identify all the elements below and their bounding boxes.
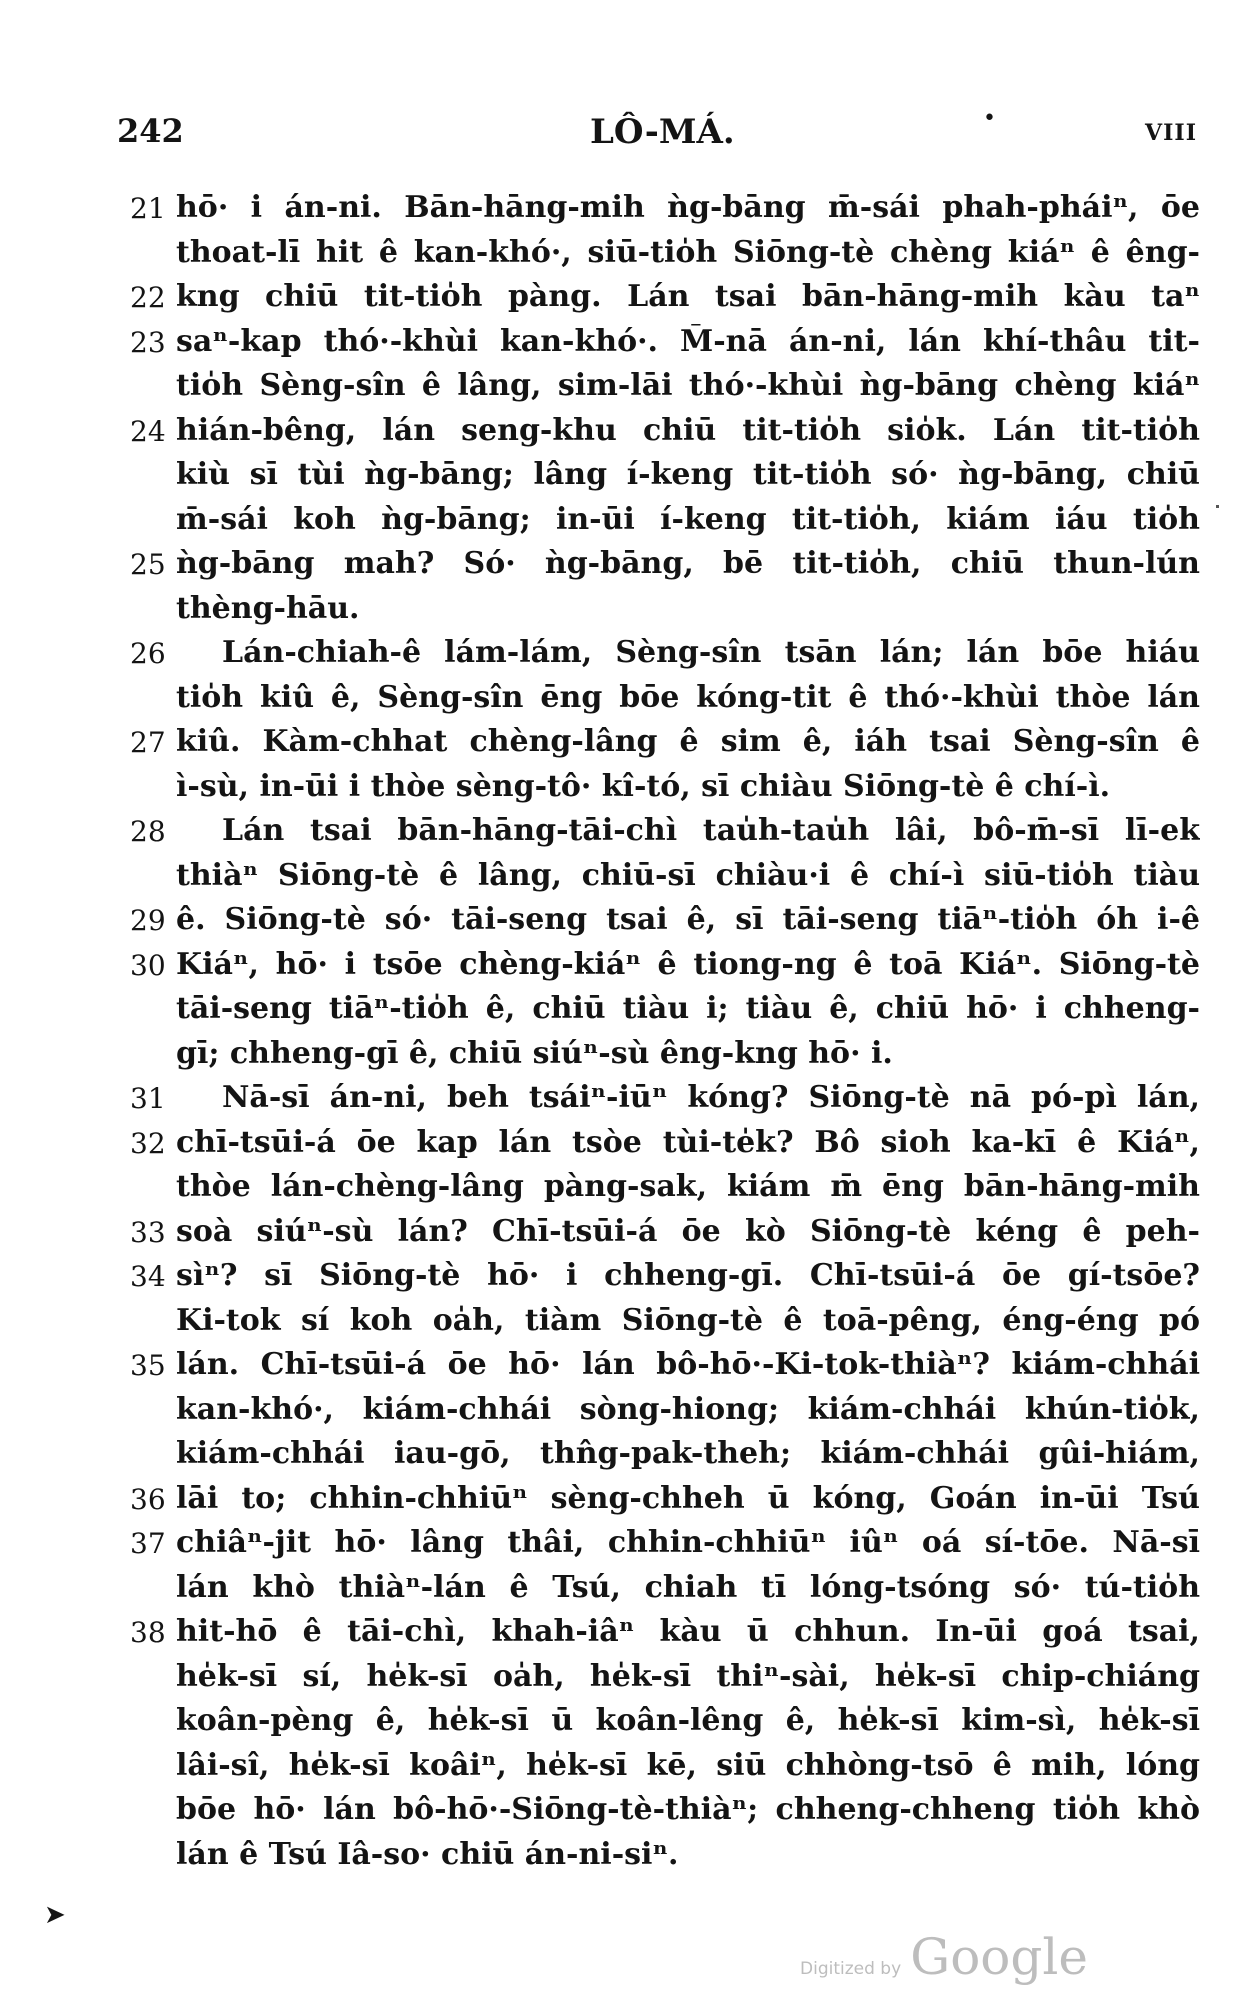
text-line — [0, 722, 1249, 767]
text-line — [0, 1034, 1249, 1079]
text-line — [0, 1301, 1249, 1346]
line-text: kan-khó·, kiám-chhái sòng-hiong; kiám-chhái khún-tio̍k, — [176, 1391, 1200, 1427]
line-text: chī-tsūi-á ōe kap lán tsòe tùi-te̍k? Bô sioh ka-kī ê Kiáⁿ, — [176, 1124, 1200, 1160]
text-line — [0, 1657, 1249, 1702]
verse-number: 25 — [130, 548, 166, 581]
text-line — [0, 1612, 1249, 1657]
line-text: ǹg-bāng mah? Só· ǹg-bāng, bē tit-tio̍h, chiū thun-lún — [176, 546, 1200, 581]
verse-number: 29 — [130, 904, 166, 937]
line-text: m̄-sái koh ǹg-bāng; in-ūi í-keng tit-tio̍h, kiám iáu tio̍h — [176, 501, 1200, 537]
line-text: hō· i án-ni. Bān-hāng-mih ǹg-bāng m̄-sái phah-pháiⁿ, ōe — [176, 190, 1200, 225]
line-text: tāi-seng tiāⁿ-tio̍h ê, chiū tiàu i; tiàu ê, chiū hō· i chheng- — [176, 991, 1200, 1026]
page-number: 242 — [117, 112, 184, 150]
google-logo: Google — [910, 1928, 1088, 1986]
line-text: koân-pèng ê, he̍k-sī ū koân-lêng ê, he̍k-sī kim-sì, he̍k-sī — [176, 1703, 1200, 1738]
text-line — [0, 1746, 1249, 1791]
verse-number: 23 — [130, 325, 166, 359]
text-line — [0, 989, 1249, 1034]
verse-number: 27 — [130, 726, 166, 759]
line-text: lâi-sî, he̍k-sī koâiⁿ, he̍k-sī kē, siū chhòng-tsō ê mih, lóng — [176, 1747, 1200, 1783]
line-text: lán khò thiàⁿ-lán ê Tsú, chiah tī lóng-tsóng só· tú-tio̍h — [176, 1569, 1200, 1605]
line-text: gī; chheng-gī ê, chiū siúⁿ-sù êng-kng hō· i. — [176, 1035, 893, 1071]
text-line — [0, 1479, 1249, 1524]
line-text: Lán-chiah-ê lám-lám, Sèng-sîn tsān lán; lán bōe hiáu — [222, 635, 1200, 670]
line-text: tio̍h Sèng-sîn ê lâng, sim-lāi thó·-khùi ǹg-bāng chèng kiáⁿ — [176, 368, 1200, 403]
line-text: saⁿ-kap thó·-khùi kan-khó·. M̄-nā án-ni, lán khí-thâu tit- — [176, 323, 1200, 359]
line-text: bōe hō· lán bô-hō·-Siōng-tè-thiàⁿ; chheng-chheng tio̍h khò — [176, 1792, 1200, 1827]
text-line — [0, 1390, 1249, 1435]
line-text: Lán tsai bān-hāng-tāi-chì tau̍h-tau̍h lâi, bô-m̄-sī lī-ek — [222, 813, 1200, 848]
line-text: kng chiū tit-tio̍h pàng. Lán tsai bān-hāng-mih kàu taⁿ — [176, 279, 1200, 314]
verse-number: 37 — [130, 1527, 166, 1560]
verse-number: 22 — [130, 281, 166, 314]
verse-number: 21 — [130, 192, 166, 225]
text-line — [0, 1167, 1249, 1212]
running-title: LÔ-MÁ. — [590, 112, 735, 152]
line-text: thoat-lī hit ê kan-khó·, siū-tio̍h Siōng-tè chèng kiáⁿ ê êng- — [176, 234, 1200, 270]
line-text: sìⁿ? sī Siōng-tè hō· i chheng-gī. Chī-tsūi-á ōe gí-tsōe? — [176, 1258, 1200, 1293]
line-text: tio̍h kiû ê, Sèng-sîn ēng bōe kóng-tit ê thó·-khùi thòe lán — [176, 679, 1200, 715]
chapter-number: VIII — [1145, 120, 1197, 146]
text-line — [0, 233, 1249, 278]
verse-number: 33 — [130, 1215, 166, 1249]
text-line — [0, 1345, 1249, 1390]
text-line — [0, 500, 1249, 545]
margin-arrow-icon: ➤ — [44, 1900, 66, 1930]
verse-number: 32 — [130, 1126, 166, 1160]
text-line — [0, 277, 1249, 322]
verse-number: 30 — [130, 948, 166, 982]
verse-number: 24 — [130, 414, 166, 448]
text-line — [0, 188, 1249, 233]
text-line — [0, 366, 1249, 411]
text-line — [0, 1568, 1249, 1613]
line-text: Nā-sī án-ni, beh tsáiⁿ-iūⁿ kóng? Siōng-tè nā pó-pì lán, — [222, 1080, 1200, 1115]
text-line — [0, 811, 1249, 856]
text-line — [0, 589, 1249, 634]
verse-number: 31 — [130, 1082, 166, 1115]
text-line — [0, 856, 1249, 901]
line-text: ì-sù, in-ūi i thòe sèng-tô· kî-tó, sī chiàu Siōng-tè ê chí-ì. — [176, 768, 1111, 804]
verse-number: 38 — [130, 1616, 166, 1649]
line-text: kiù sī tùi ǹg-bāng; lâng í-keng tit-tio̍h só· ǹg-bāng, chiū — [176, 457, 1200, 492]
text-line — [0, 1790, 1249, 1835]
text-line — [0, 900, 1249, 945]
text-line — [0, 1078, 1249, 1123]
text-line — [0, 767, 1249, 812]
verse-number: 36 — [130, 1482, 166, 1516]
text-line — [0, 1123, 1249, 1168]
line-text: hit-hō ê tāi-chì, khah-iâⁿ kàu ū chhun. In-ūi goá tsai, — [176, 1614, 1200, 1649]
text-line — [0, 1835, 1249, 1880]
line-text: thòe lán-chèng-lâng pàng-sak, kiám m̄ ēng bān-hāng-mih — [176, 1169, 1200, 1204]
line-text: Kiáⁿ, hō· i tsōe chèng-kiáⁿ ê tiong-ng ê toā Kiáⁿ. Siōng-tè — [176, 946, 1200, 982]
text-line — [0, 322, 1249, 367]
verse-number: 28 — [130, 815, 166, 848]
line-text: chiâⁿ-jit hō· lâng thâi, chhin-chhiūⁿ iûⁿ oá sí-tōe. Nā-sī — [176, 1525, 1200, 1560]
text-line — [0, 1701, 1249, 1746]
line-text: thèng-hāu. — [176, 590, 360, 626]
verse-number: 26 — [130, 637, 166, 670]
text-line — [0, 1212, 1249, 1257]
digitized-by-label: Digitized by — [800, 1959, 902, 1979]
line-text: kiám-chhái iau-gō, thn̂g-pak-theh; kiám-chhái gûi-hiám, — [176, 1436, 1200, 1471]
text-line — [0, 1434, 1249, 1479]
verse-text-block — [0, 188, 1249, 1879]
text-line — [0, 945, 1249, 990]
line-text: ê. Siōng-tè só· tāi-seng tsai ê, sī tāi-seng tiāⁿ-tio̍h óh i-ê — [176, 902, 1200, 937]
line-text: lán ê Tsú Iâ-so· chiū án-ni-siⁿ. — [176, 1836, 679, 1872]
text-line — [0, 411, 1249, 456]
line-text: he̍k-sī sí, he̍k-sī oa̍h, he̍k-sī thiⁿ-sài, he̍k-sī chip-chiáng — [176, 1658, 1200, 1694]
line-text: lāi to; chhin-chhiūⁿ sèng-chheh ū kóng, Goán in-ūi Tsú — [176, 1480, 1200, 1516]
line-text: Ki-tok sí koh oa̍h, tiàm Siōng-tè ê toā-pêng, éng-éng pó — [176, 1302, 1200, 1338]
digitized-watermark — [800, 1928, 1088, 1986]
text-line — [0, 455, 1249, 500]
text-line — [0, 544, 1249, 589]
line-text: soà siúⁿ-sù lán? Chī-tsūi-á ōe kò Siōng-tè kéng ê peh- — [176, 1213, 1200, 1249]
line-text: kiû. Kàm-chhat chèng-lâng ê sim ê, iáh tsai Sèng-sîn ê — [176, 724, 1200, 759]
ink-speck: • — [983, 106, 996, 131]
line-text: thiàⁿ Siōng-tè ê lâng, chiū-sī chiàu·i ê chí-ì siū-tio̍h tiàu — [176, 857, 1200, 893]
verse-number: 35 — [130, 1349, 166, 1382]
text-line — [0, 1523, 1249, 1568]
text-line — [0, 633, 1249, 678]
page-header — [117, 106, 1197, 162]
verse-number: 34 — [130, 1260, 166, 1293]
line-text: lán. Chī-tsūi-á ōe hō· lán bô-hō·-Ki-tok-thiàⁿ? kiám-chhái — [176, 1347, 1200, 1382]
text-line — [0, 678, 1249, 723]
line-text: hián-bêng, lán seng-khu chiū tit-tio̍h sio̍k. Lán tit-tio̍h — [176, 412, 1200, 448]
text-line — [0, 1256, 1249, 1301]
